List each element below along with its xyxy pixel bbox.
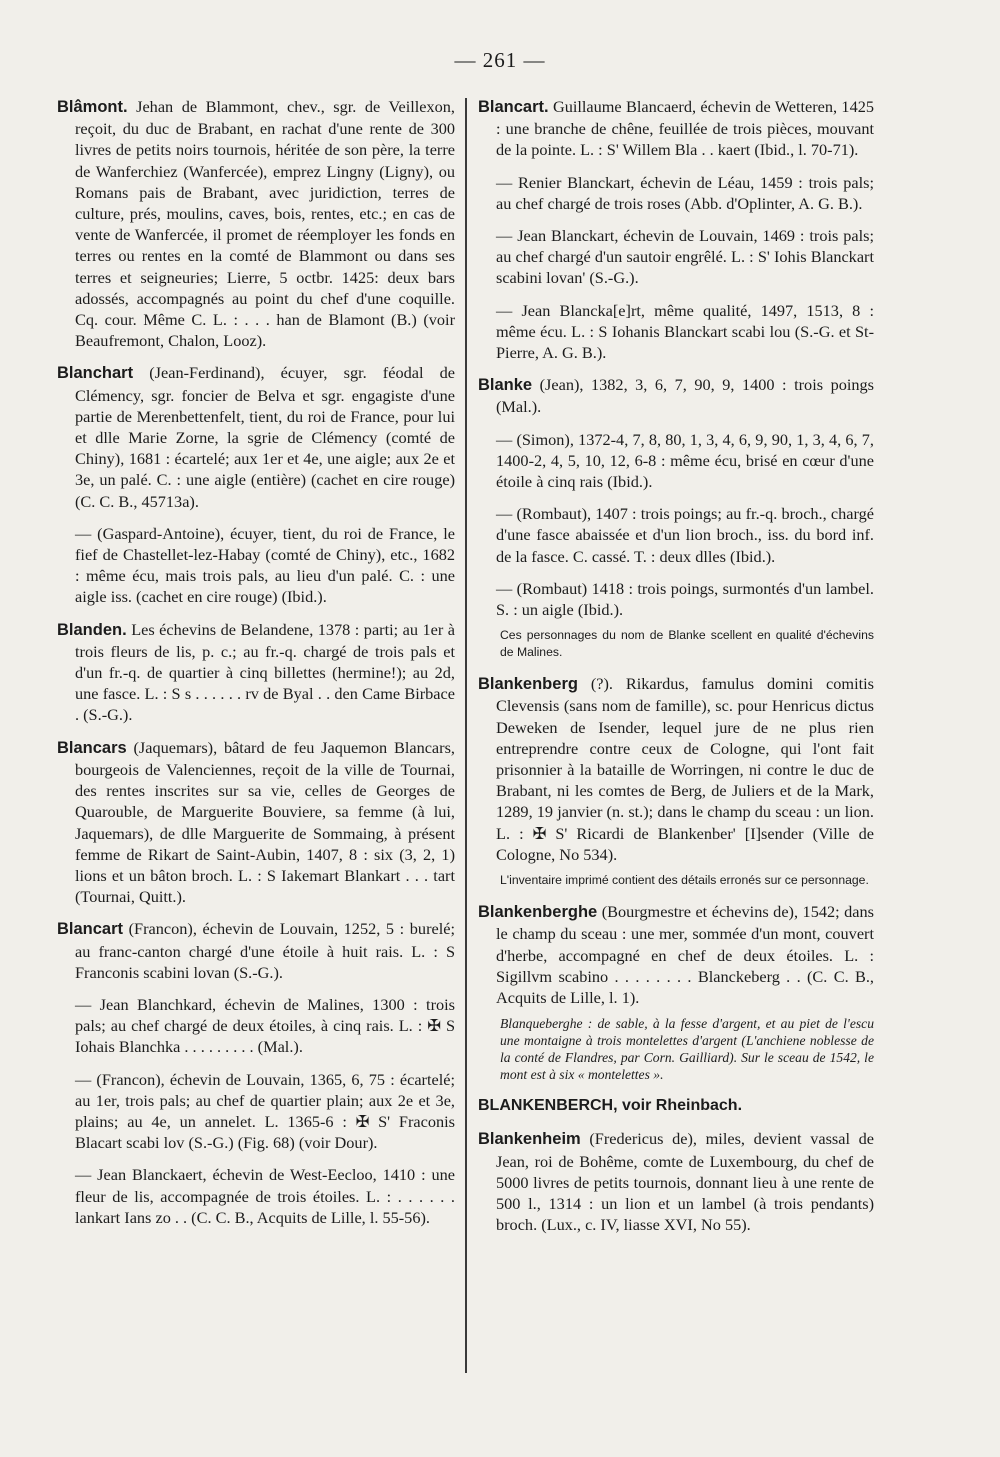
entry-continuation: — Jean Blanckart, échevin de Louvain, 1469 : trois pals; au chef chargé d'un sautoir engrêlé. L. : S' Iohis Blanckart scabini lovan' (S.-G.). xyxy=(496,226,874,288)
entry-continuation: — Jean Blanckaert, échevin de West-Eecloo, 1410 : une fleur de lis, accompagnée de trois étoiles. L. : . . . . . . lankart Ians zo . . (C. C. B., Acquits de Lille, l. 55-56). xyxy=(75,1165,455,1227)
entry: Blancart (Francon), échevin de Louvain, 1252, 5 : burelé; au franc-canton chargé d'une étoile à huit rais. L. : S Franconis scabini lovan (S.-G.). xyxy=(57,919,455,982)
cross-reference: BLANKENBERCH, voir Rheinbach. xyxy=(478,1097,743,1115)
entry: Blâmont. Jehan de Blammont, chev., sgr. de Veillexon, reçoit, du duc de Brabant, en rachat d'une rente de 300 livres de petits noirs tournois, héritée de son père, la terre de Wanferchiez (Wanfercée), emprez Lingny (Ligny), ou Romans pais de Brabant, avec juridiction, terres de culture, prés, moulins, caves, bois, rentes, etc.; en cas de vente de Wanfercée, il promet de réemployer les fonds en terres ou rentes en la comté de Blammont ou dans ses terres et seigneuries; Lierre, 5 octbr. 1425: deux bars adossés, accompagnés au point du chef d'une coquille. Cq. cour. Même C. L. : . . . han de Blamont (B.) (voir Beaufremont, Chalon, Looz). xyxy=(57,97,455,351)
entry: Blankenberghe (Bourgmestre et échevins de), 1542; dans le champ du sceau : une mer, sommée d'un mont, couvert d'herbe, accompagné en chef de deux étoiles. L. : Sigillvm scabino . . . . . . . . Blanckeberg . . (C. C. B., Acquits de Lille, l. 1). xyxy=(478,902,874,1007)
entry-continuation: — (Rombaut) 1418 : trois poings, surmontés d'un lambel. S. : un aigle (Ibid.). xyxy=(496,578,874,620)
entry-continuation: — (Simon), 1372-4, 7, 8, 80, 1, 3, 4, 6, 9, 90, 1, 3, 4, 6, 7, 1400-2, 4, 5, 10, 12, 6-8 : même écu, brisé en cœur d'une étoile à cinq rais (Ibid.). xyxy=(496,429,874,492)
left-column xyxy=(57,96,455,1239)
entry: Blancars (Jaquemars), bâtard de feu Jaquemon Blancars, bourgeois de Valenciennes, reçoit de la ville de Tournai, des rentes inscrites sur sa vie, celles de Georges de Quarouble, de Marguerite Bouviere, sa femme (à lui, Jaquemars), de dlle Marguerite de Sommaing, à présent femme de Rikart de Saint-Aubin, 1407, 8 : six (3, 2, 1) lions et un bâton broch. L. : S Iakemart Blankart . . . tart (Tournai, Quitt.). xyxy=(57,737,455,907)
right-column xyxy=(478,96,874,1246)
entry-continuation: — (Rombaut), 1407 : trois poings; au fr.-q. broch., chargé d'une fasce abaissée et d'un lion broch., iss. du bord inf. de la fasce. C. cassé. T. : deux dlles (Ibid.). xyxy=(496,504,874,566)
entry: Blanchart (Jean-Ferdinand), écuyer, sgr. féodal de Clémency, sgr. foncier de Belva et sgr. engagiste d'une partie de Merenbettenfelt, tient, du roi de France, pour lui et dlle Marie Zorne, la sgrie de Clémency (comté de Chiny), 1681 : écartelé; aux 1er et 4e, une aigle; aux 2e et 3e, un palé. C. : une aigle (entière) (cachet en cire rouge) (C. C. B., 45713a). xyxy=(57,363,455,511)
footnote: Blanqueberghe : de sable, à la fesse d'argent, et au piet de l'escu une montaigne à trois montelettes d'argent (L'anchiene noblesse de la conté de Flandres, par Corn. Gailliard). Sur le sceau de 1542, le mont est à six « montelettes ». xyxy=(500,1016,874,1083)
entry: Blankenheim (Fredericus de), miles, devient vassal de Jean, roi de Bohême, comte de Luxembourg, du chef de 5000 livres de petits tournois, donnant lieu à une rente de 500 l., 1314 : un lion et un lambel (à trois pendants) broch. (Lux., c. IV, liasse XVI, No 55). xyxy=(478,1129,874,1235)
entry-continuation: — Jean Blanchkard, échevin de Malines, 1300 : trois pals; au chef chargé de deux étoiles, à cinq rais. L. : ✠ S Iohais Blanchka . . . . . . . . . (Mal.). xyxy=(75,994,455,1057)
column-divider xyxy=(465,98,467,1373)
entry: Blancart. Guillaume Blancaerd, échevin de Wetteren, 1425 : une branche de chêne, feuillée de trois pièces, mouvant de la pointe. L. : S' Willem Bla . . kaert (Ibid., l. 70-71). xyxy=(478,97,874,160)
page-number: — 261 — xyxy=(454,48,546,72)
entry: Blanden. Les échevins de Belandene, 1378 : parti; au 1er à trois fleurs de lis, p. c.; au fr.-q. chargé de trois pals et d'un fr.-q. de quartier à cinq billettes (hermine!); au 2d, une fasce. L. : S s . . . . . . rv de Byal . . den Came Birbace . (S.-G.). xyxy=(57,619,456,725)
entry-continuation: — (Gaspard-Antoine), écuyer, tient, du roi de France, le fief de Chastellet-lez-Habay (comté de Chiny), etc., 1682 : même écu, mais trois pals, au lieu d'un palé. C. : une aigle iss. (cachet en cire rouge) (Ibid.). xyxy=(75,523,455,607)
footnote: Ces personnages du nom de Blanke scellent en qualité d'échevins de Malines. xyxy=(500,628,874,660)
footnote: L'inventaire imprimé contient des détails erronés sur ce personnage. xyxy=(500,873,869,888)
entry: Blanke (Jean), 1382, 3, 6, 7, 90, 9, 1400 : trois poings (Mal.). xyxy=(478,375,874,417)
entry-continuation: — (Francon), échevin de Louvain, 1365, 6, 75 : écartelé; au 1er, trois pals; au chef de quartier plain; aux 2e et 3e, plains; au 4e, un annelet. L. 1365-6 : ✠ S' Fraconis Blacart scabi lov (S.-G.) (Fig. 68) (voir Dour). xyxy=(75,1069,455,1153)
entry-continuation: — Jean Blancka[e]rt, même qualité, 1497, 1513, 8 : même écu. L. : S Iohanis Blanckart scabi lou (S.-G. et St-Pierre, A. G. B.). xyxy=(496,300,874,363)
entry: Blankenberg (?). Rikardus, famulus domini comitis Clevensis (sans nom de famille), sc. pour Henricus dictus Deweken de Isender, lequel jure de ne plus rien entreprendre contre ceux de Cologne, qui l'ont fait prisonnier à la bataille de Worringen, ni contre le duc de Brabant, ni les comtes de Berg, de Juliers et de la Mark, 1289, 19 janvier (n. st.); dans le champ du sceau : un lion. L. : ✠ S' Ricardi de Blankenber' [I]sender (Ville de Cologne, No 534). xyxy=(478,674,874,864)
entry-continuation: — Renier Blanckart, échevin de Léau, 1459 : trois pals; au chef chargé de trois roses (Abb. d'Oplinter, A. G. B.). xyxy=(496,172,874,213)
